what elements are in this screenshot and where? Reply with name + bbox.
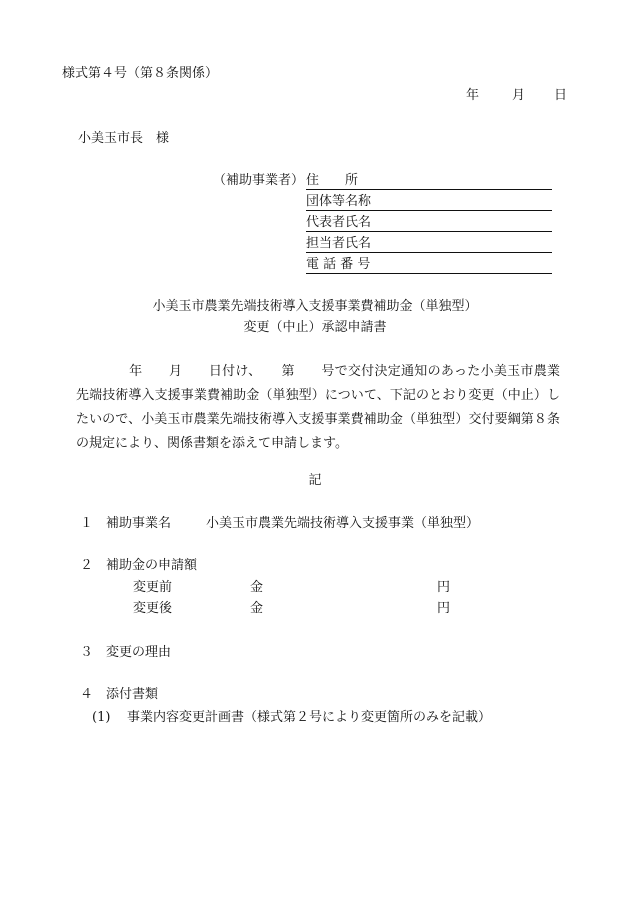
before-change-yen: 円	[437, 580, 451, 595]
address-field	[306, 173, 552, 190]
phone-number-field	[306, 257, 552, 274]
addressee: 小美玉市長 様	[78, 131, 170, 146]
organization-name-label: 団体等名称	[306, 194, 372, 209]
address-label: 住 所	[306, 173, 359, 188]
representative-name-label: 代表者氏名	[306, 215, 372, 230]
item-3-number: ３	[80, 645, 94, 660]
document-title-line2: 変更（中止）承認申請書	[243, 320, 387, 335]
date-month: 月	[512, 88, 526, 103]
item-1-label: 補助事業名	[106, 516, 172, 531]
representative-name-field	[306, 215, 552, 232]
item-4-label: 添付書類	[106, 687, 159, 702]
contact-person-field	[306, 236, 552, 253]
date-day: 日	[554, 88, 568, 103]
item-4-sub-number: (1)	[92, 710, 111, 725]
item-4-sub-text: 事業内容変更計画書（様式第２号により変更箇所のみを記載）	[127, 710, 492, 725]
item-2-number: ２	[80, 558, 94, 573]
before-change-kin: 金	[250, 580, 264, 595]
item-2-label: 補助金の申請額	[106, 558, 198, 573]
document-title-line1: 小美玉市農業先端技術導入支援事業費補助金（単独型）	[152, 299, 478, 314]
item-1-number: １	[80, 516, 94, 531]
before-change-label: 変更前	[133, 580, 173, 595]
after-change-yen: 円	[437, 601, 451, 616]
applicant-label: （補助事業者）	[213, 173, 305, 188]
body-paragraph: 年 月 日付け、 第 号で交付決定通知のあった小美玉市農業先端技術導入支援事業費補助金（単独型）について、下記のとおり変更（中止）したいので、小美玉市農業先端技術導入支援事業費補助金（単独型）交付要綱第８条の規定により、関係書類を添えて申請します。	[76, 364, 560, 451]
after-change-label: 変更後	[133, 601, 173, 616]
form-number: 様式第４号（第８条関係）	[62, 66, 219, 81]
item-1-value: 小美玉市農業先端技術導入支援事業（単独型）	[206, 516, 480, 531]
item-3-label: 変更の理由	[106, 645, 172, 660]
date-year: 年	[466, 88, 480, 103]
after-change-kin: 金	[250, 601, 264, 616]
item-4-number: ４	[80, 687, 94, 702]
ki-heading: 記	[308, 473, 322, 488]
phone-number-label: 電 話 番 号	[306, 257, 371, 272]
organization-name-field	[306, 194, 552, 211]
contact-person-label: 担当者氏名	[306, 236, 372, 251]
